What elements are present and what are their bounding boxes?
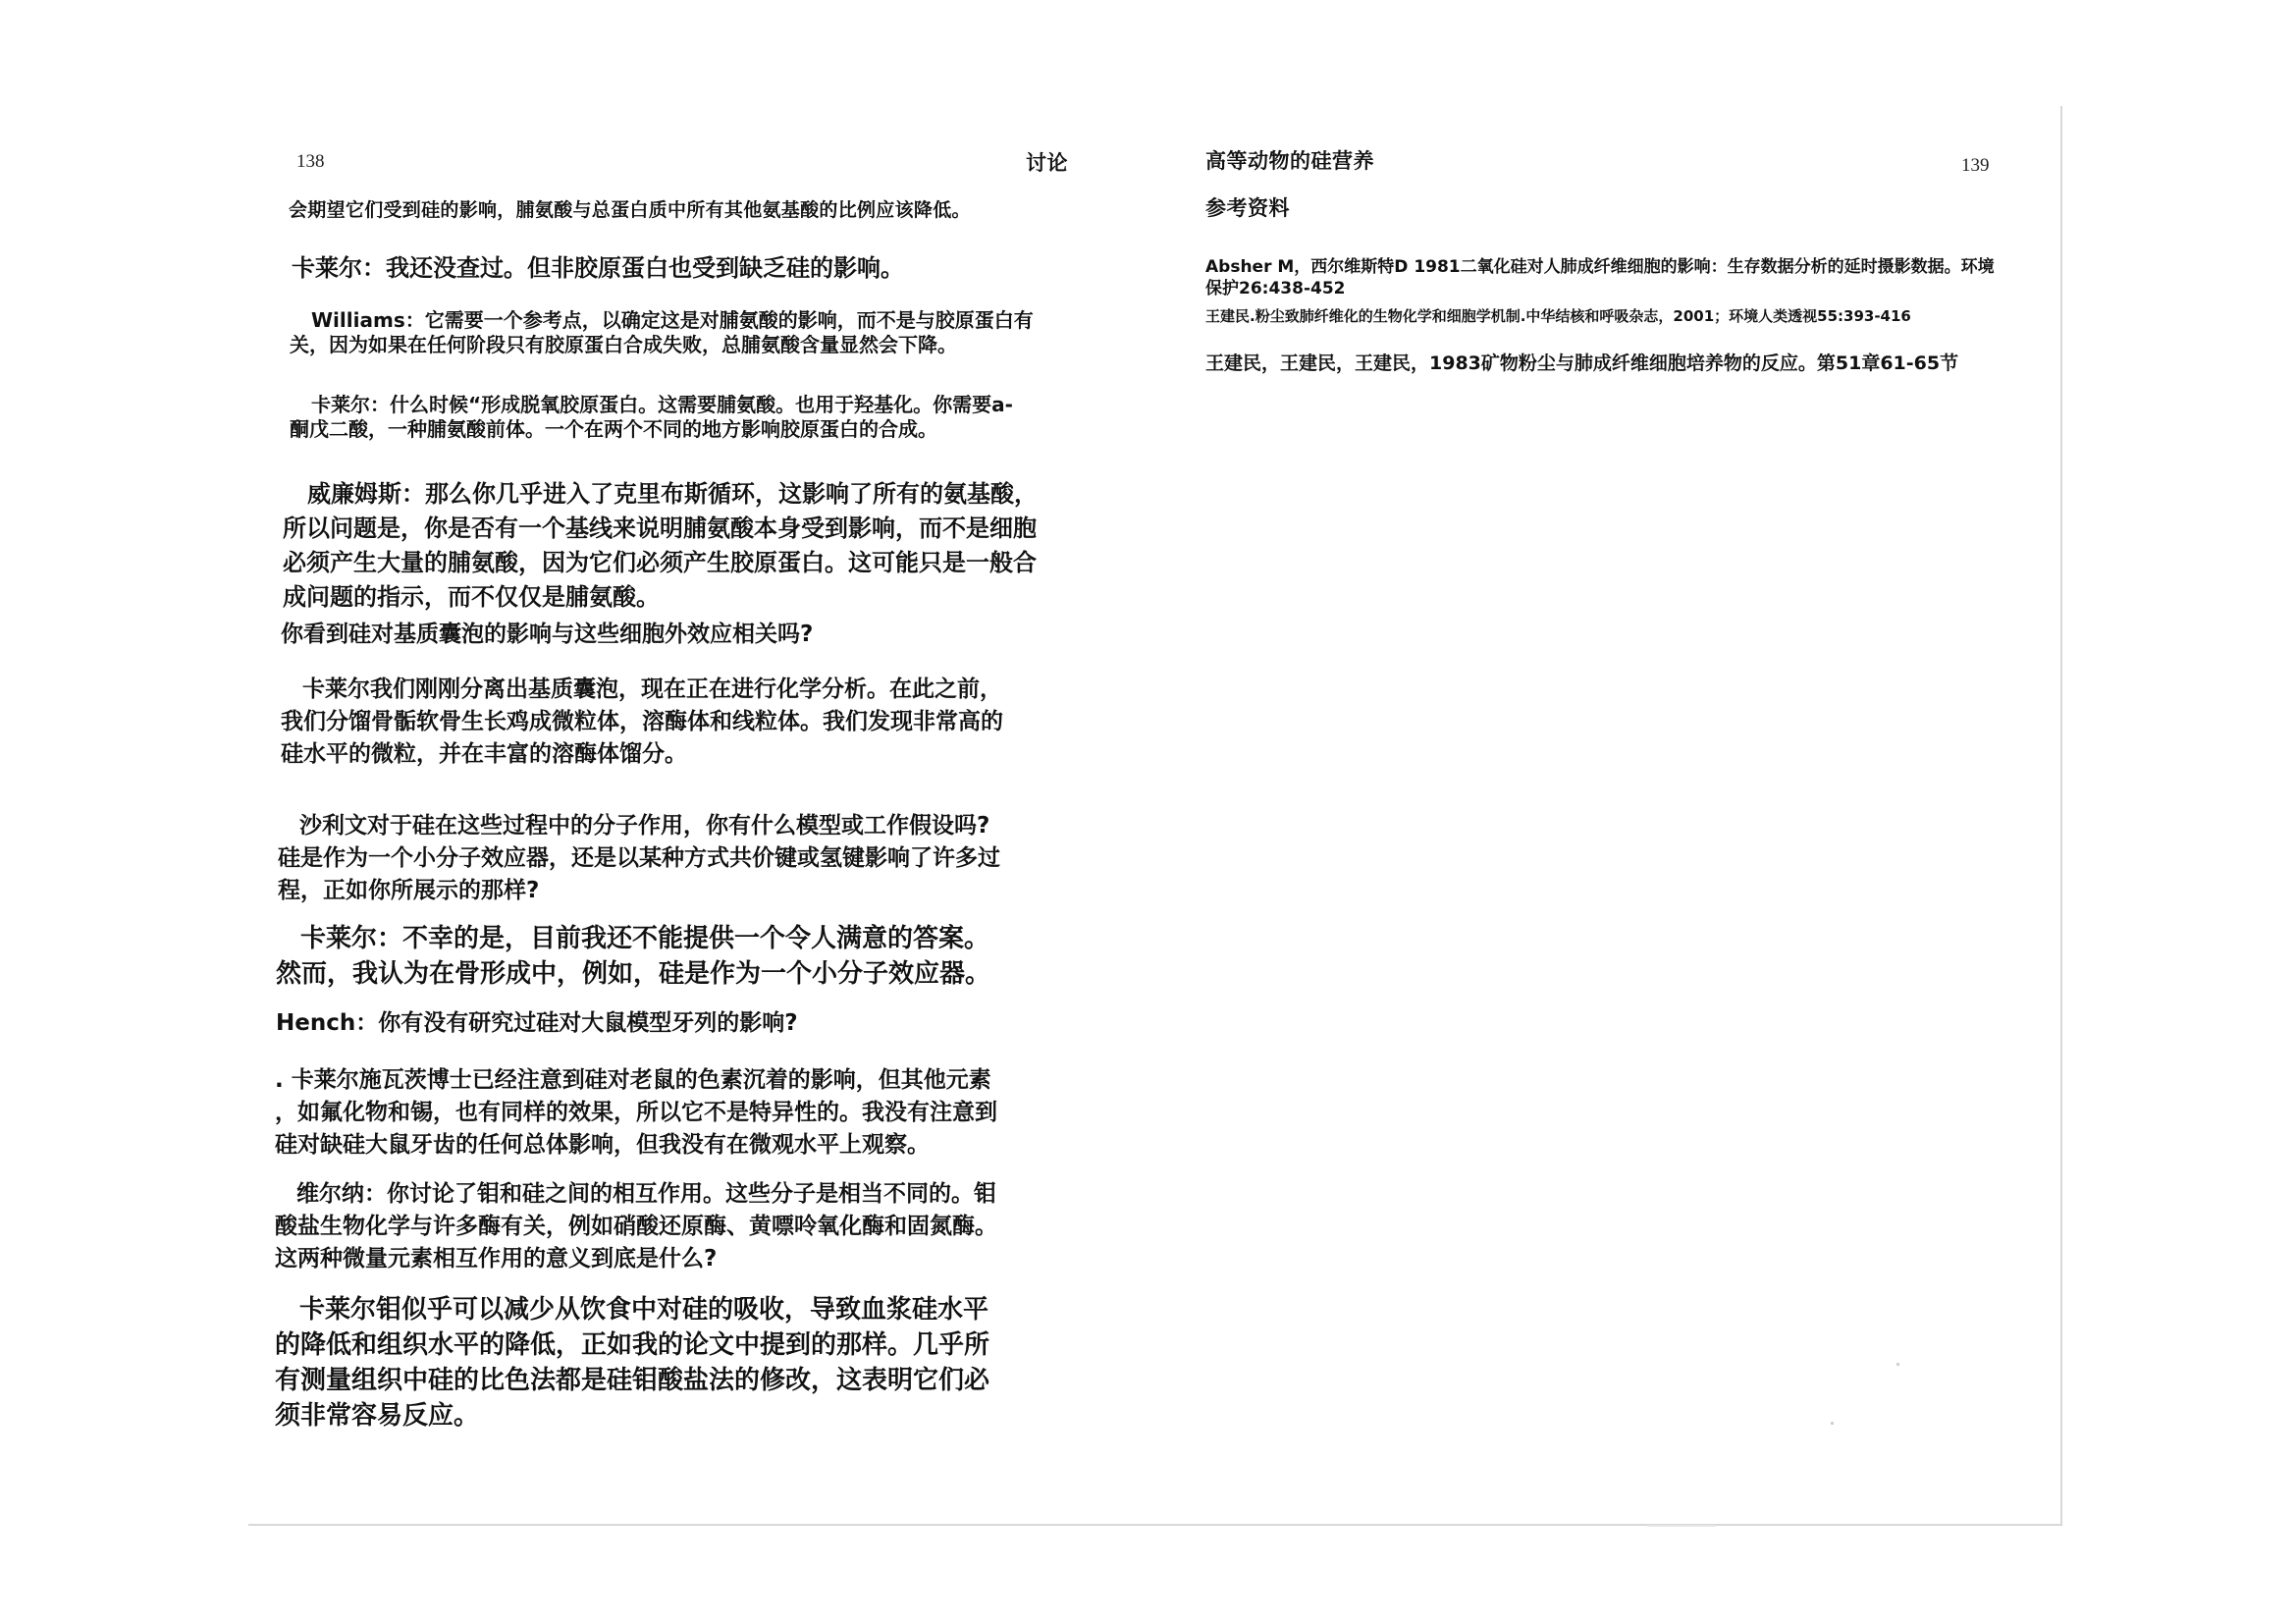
text-line: 所以问题是，你是否有一个基线来说明脯氨酸本身受到影响，而不是细胞 [283,514,1037,542]
scanned-book-spread [248,106,2062,1526]
text-line: 卡莱尔钼似乎可以减少从饮食中对硅的吸收，导致血浆硅水平 [299,1295,989,1325]
scan-smudge [1647,1525,1716,1527]
text-line: Hench：你有没有研究过硅对大鼠模型牙列的影响? [276,1010,798,1036]
paragraph [276,1007,798,1040]
paragraph [275,1178,997,1275]
paragraph [281,619,813,651]
text-line: 维尔纳：你讨论了钼和硅之间的相互作用。这些分子是相当不同的。钼 [296,1181,996,1207]
paragraph [275,1064,997,1162]
paragraph [292,251,904,286]
text-line: 酮戊二酸，一种脯氨酸前体。一个在两个不同的地方影响胶原蛋白的合成。 [290,417,937,441]
page-number: 139 [1961,155,1990,176]
text-line: Absher M，西尔维斯特D 1981二氧化硅对人肺成纤维细胞的影响：生存数据分析的延时摄影数据。环境 [1205,257,1995,277]
paragraph [281,674,1003,771]
text-line: 会期望它们受到硅的影响，脯氨酸与总蛋白质中所有其他氨基酸的比例应该降低。 [289,199,971,221]
text-line: 成问题的指示，而不仅仅是脯氨酸。 [283,583,660,611]
text-line: 须非常容易反应。 [275,1401,480,1431]
text-line: 沙利文对于硅在这些过程中的分子作用，你有什么模型或工作假设吗? [299,813,990,839]
running-head: 讨论 [1026,151,1068,175]
text-line: 王建民.粉尘致肺纤维化的生物化学和细胞学机制.中华结核和呼吸杂志，2001；环境人类透视55:393-416 [1205,307,1911,325]
text-line: 硅对缺硅大鼠牙齿的任何总体影响，但我没有在微观水平上观察。 [275,1132,930,1158]
text-line: 这两种微量元素相互作用的意义到底是什么? [275,1246,718,1272]
text-line: 硅水平的微粒，并在丰富的溶酶体馏分。 [281,741,687,767]
text-line: 然而，我认为在骨形成中，例如，硅是作为一个小分子效应器。 [276,959,991,989]
scan-speck [1896,1363,1899,1366]
text-line: . 卡莱尔施瓦茨博士已经注意到硅对老鼠的色素沉着的影响，但其他元素 [275,1067,991,1093]
text-line: 卡莱尔：什么时候“形成脱氧胶原蛋白。这需要脯氨酸。也用于羟基化。你需要a- [311,393,1013,416]
reference-entry [1205,352,1958,375]
paragraph [276,921,990,992]
text-line: 有测量组织中硅的比色法都是硅钼酸盐法的修改，这表明它们必 [275,1366,990,1395]
text-line: 我们分馏骨骺软骨生长鸡成微粒体，溶酶体和线粒体。我们发现非常高的 [281,709,1003,734]
text-line: 程，正如你所展示的那样? [278,878,540,903]
section-title: 参考资料 [1205,196,1290,220]
paragraph [290,308,1034,357]
text-line: 保护26:438-452 [1205,279,1346,298]
text-line: 卡莱尔我们刚刚分离出基质囊泡，现在正在进行化学分析。在此之前， [302,677,1002,702]
paragraph [289,198,971,222]
text-line: 王建民，王建民，王建民，1983矿物粉尘与肺成纤维细胞培养物的反应。第51章61-65节 [1205,352,1959,374]
paragraph [283,477,1038,615]
text-line: Williams：它需要一个参考点，以确定这是对脯氨酸的影响，而不是与胶原蛋白有 [311,308,1034,332]
paragraph [278,810,1000,907]
reference-entry [1205,256,1995,299]
paragraph [290,393,1013,442]
text-line: 硅是作为一个小分子效应器，还是以某种方式共价键或氢键影响了许多过 [278,845,1000,871]
text-line: 的降低和组织水平的降低，正如我的论文中提到的那样。几乎所 [275,1330,990,1360]
text-line: 卡莱尔：不幸的是，目前我还不能提供一个令人满意的答案。 [300,924,990,953]
text-line: 你看到硅对基质囊泡的影响与这些细胞外效应相关吗? [281,622,814,647]
reference-entry [1205,306,1911,326]
text-line: 关，因为如果在任何阶段只有胶原蛋白合成失败，总脯氨酸含量显然会下降。 [290,333,957,356]
text-line: 酸盐生物化学与许多酶有关，例如硝酸还原酶、黄嘌呤氧化酶和固氮酶。 [275,1214,997,1239]
scan-speck [1831,1422,1834,1425]
page-number: 138 [296,151,325,172]
running-head: 高等动物的硅营养 [1205,149,1374,173]
paragraph [275,1292,989,1434]
text-line: ，如氟化物和锡，也有同样的效果，所以它不是特异性的。我没有注意到 [275,1100,997,1125]
text-line: 卡莱尔：我还没查过。但非胶原蛋白也受到缺乏硅的影响。 [292,254,904,282]
text-line: 威廉姆斯：那么你几乎进入了克里布斯循环，这影响了所有的氨基酸， [307,480,1038,508]
text-line: 必须产生大量的脯氨酸，因为它们必须产生胶原蛋白。这可能只是一般合 [283,549,1037,576]
